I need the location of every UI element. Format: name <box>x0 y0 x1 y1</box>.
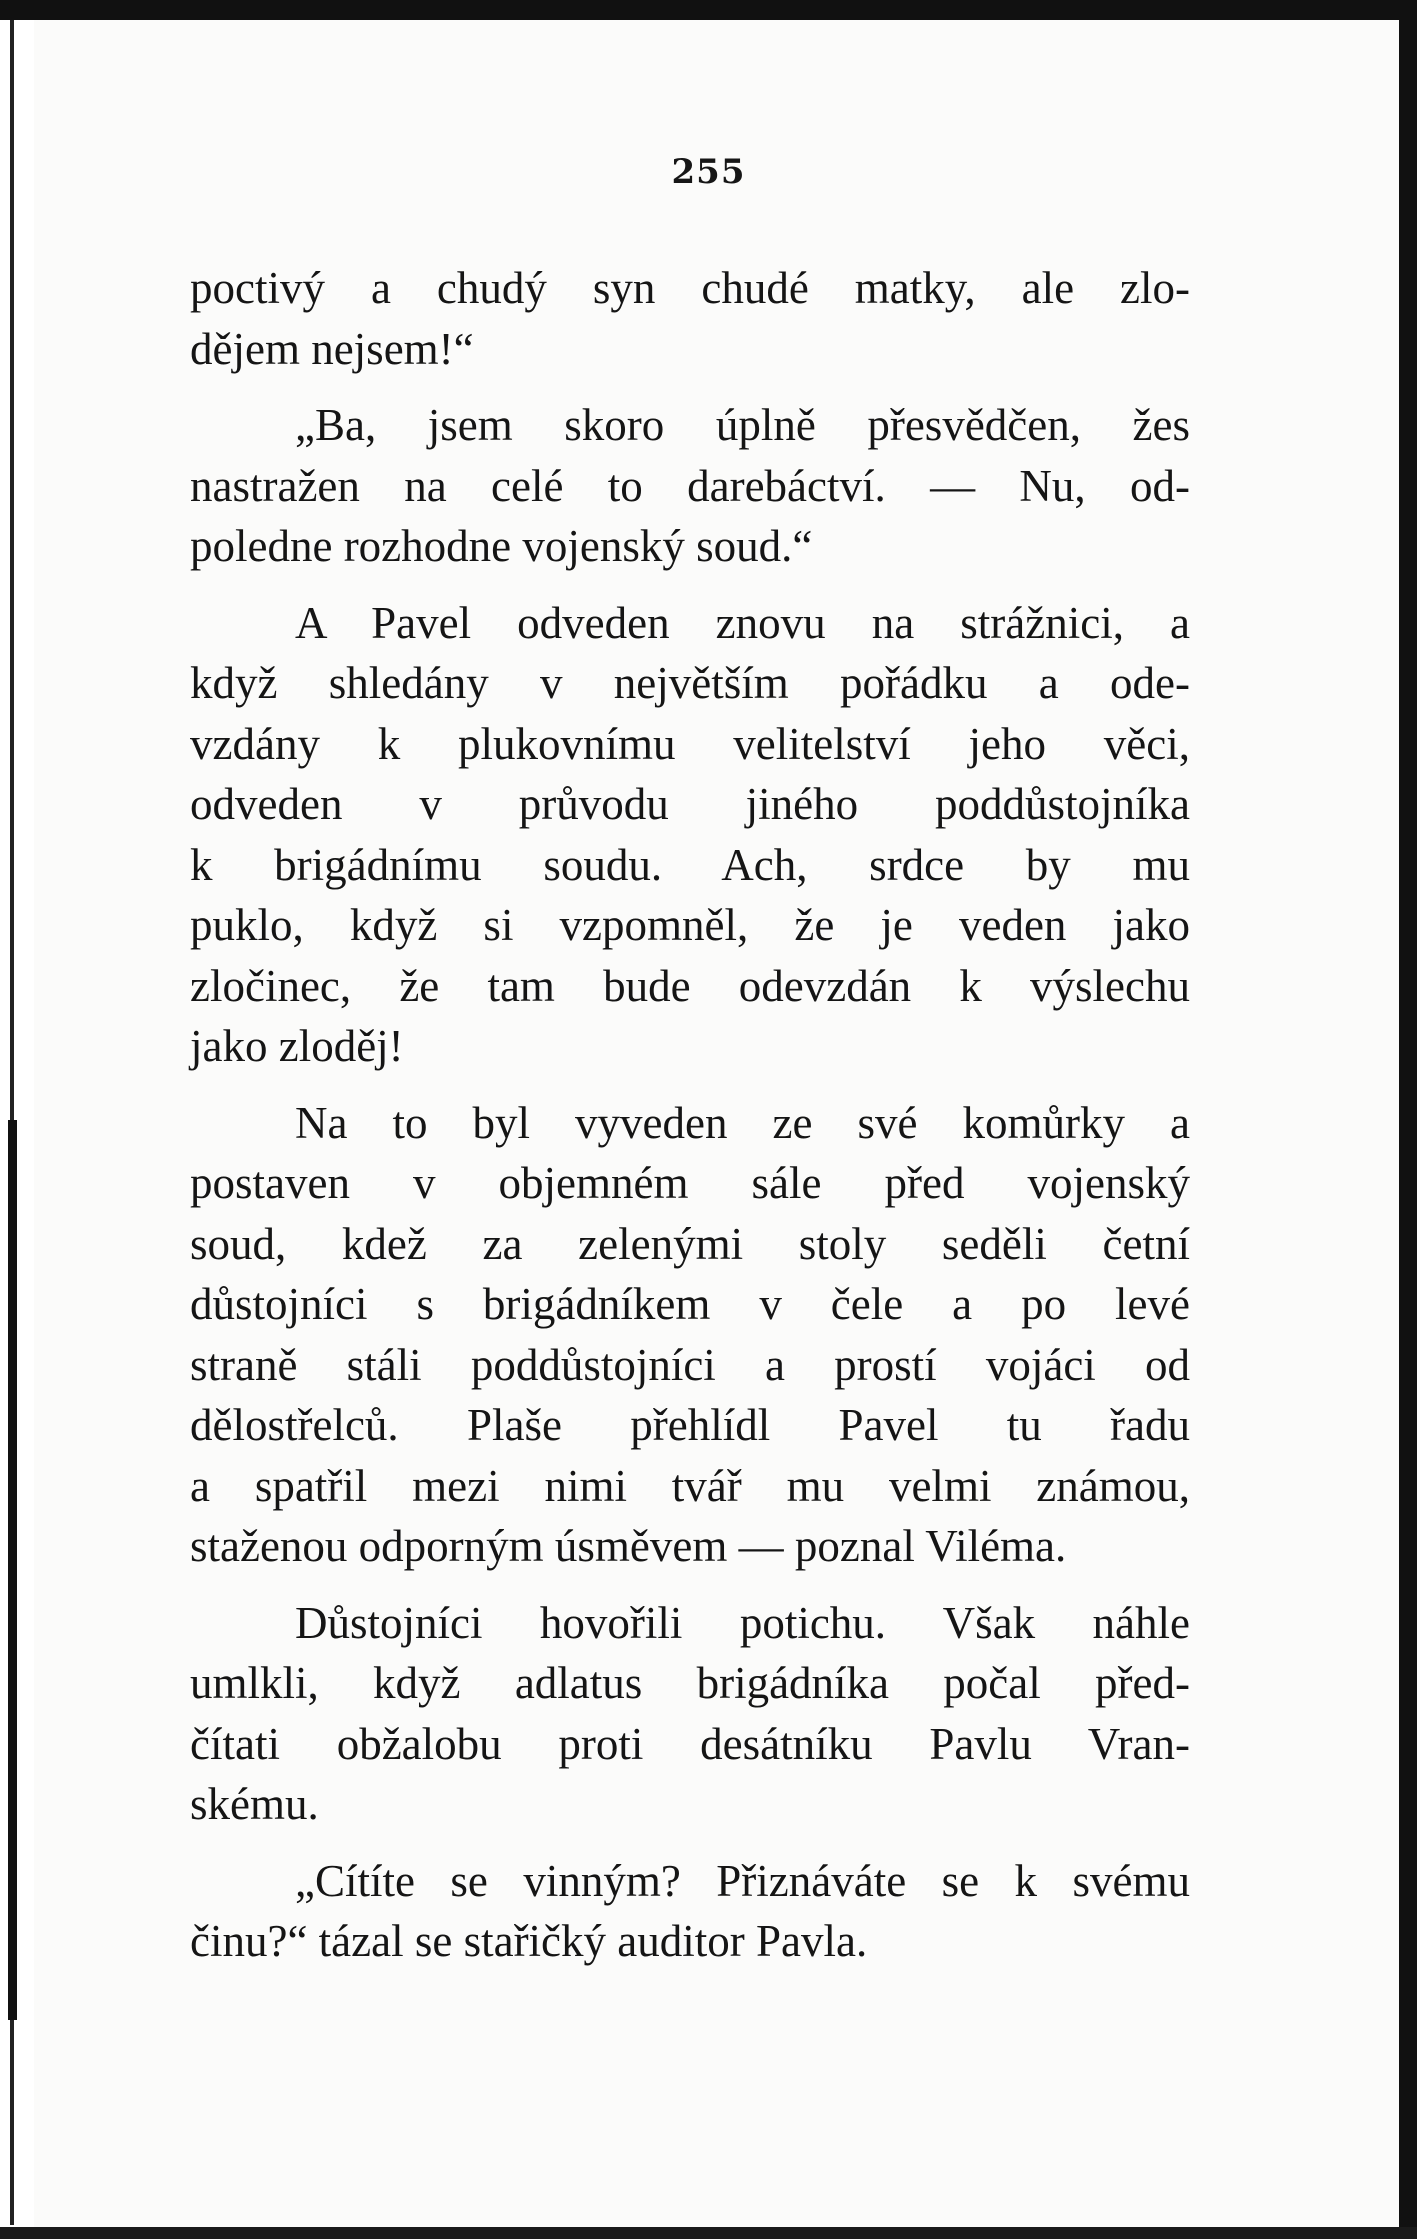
binding-edge-shadow <box>8 1120 17 2020</box>
text-line: staženou odporným úsměvem — poznal Viléma. <box>190 1521 1067 1571</box>
text-line: zločinec, že tam bude odevzdán k výslechu <box>190 960 1190 1011</box>
text-line: jako zloděj! <box>190 1021 404 1071</box>
text-line: k brigádnímu soudu. Ach, srdce by mu <box>190 839 1190 890</box>
text-line: poledne rozhodne vojenský soud.“ <box>190 521 813 571</box>
text-line: když shledány v největším pořádku a ode- <box>190 658 1190 708</box>
paragraph <box>190 395 1190 577</box>
text-line: skému. <box>190 1779 319 1829</box>
scan-right-border <box>1399 0 1417 2239</box>
text-line: činu?“ tázal se stařičký auditor Pavla. <box>190 1916 868 1966</box>
text-line: čítati obžalobu proti desátníku Pavlu Vran- <box>190 1718 1190 1769</box>
text-line: straně stáli poddůstojníci a prostí vojáci od <box>190 1339 1190 1390</box>
paragraph <box>190 1851 1190 1972</box>
text-line: dějem nejsem!“ <box>190 323 474 374</box>
text-line: „Cítíte se vinným? Přiznáváte se k svému <box>295 1855 1190 1906</box>
body-text <box>190 258 1190 1972</box>
text-line: a spatřil mezi nimi tvář mu velmi známou, <box>190 1460 1190 1511</box>
page-number: 255 <box>671 152 746 192</box>
paragraph <box>190 1093 1190 1577</box>
scan-top-border <box>0 0 1417 20</box>
page-left-margin <box>0 0 34 2239</box>
text-line: A Pavel odveden znovu na strážnici, a <box>295 597 1190 648</box>
scan-bottom-border <box>0 2227 1417 2239</box>
paragraph <box>190 1593 1190 1835</box>
text-line: „Ba, jsem skoro úplně přesvědčen, žes <box>295 400 1190 450</box>
text-line: odveden v průvodu jiného poddůstojníka <box>190 779 1190 829</box>
text-line: puklo, když si vzpomněl, že je veden jako <box>190 900 1190 950</box>
text-line: soud, kdež za zelenými stoly seděli četní <box>190 1218 1190 1269</box>
text-line: Důstojníci hovořili potichu. Však náhle <box>295 1597 1190 1648</box>
text-line: vzdány k plukovnímu velitelství jeho věci, <box>190 718 1190 769</box>
paragraph <box>190 593 1190 1077</box>
text-line: umlkli, když adlatus brigádníka počal před- <box>190 1658 1190 1708</box>
text-line: dělostřelců. Plaše přehlídl Pavel tu řadu <box>190 1400 1190 1450</box>
text-line: důstojníci s brigádníkem v čele a po levé <box>190 1279 1190 1329</box>
text-line: postaven v objemném sále před vojenský <box>190 1158 1190 1208</box>
paragraph <box>190 258 1190 379</box>
text-line: poctivý a chudý syn chudé matky, ale zlo- <box>190 263 1190 313</box>
text-line: Na to byl vyveden ze své komůrky a <box>295 1097 1190 1148</box>
text-line: nastražen na celé to darebáctví. — Nu, od- <box>190 460 1190 511</box>
